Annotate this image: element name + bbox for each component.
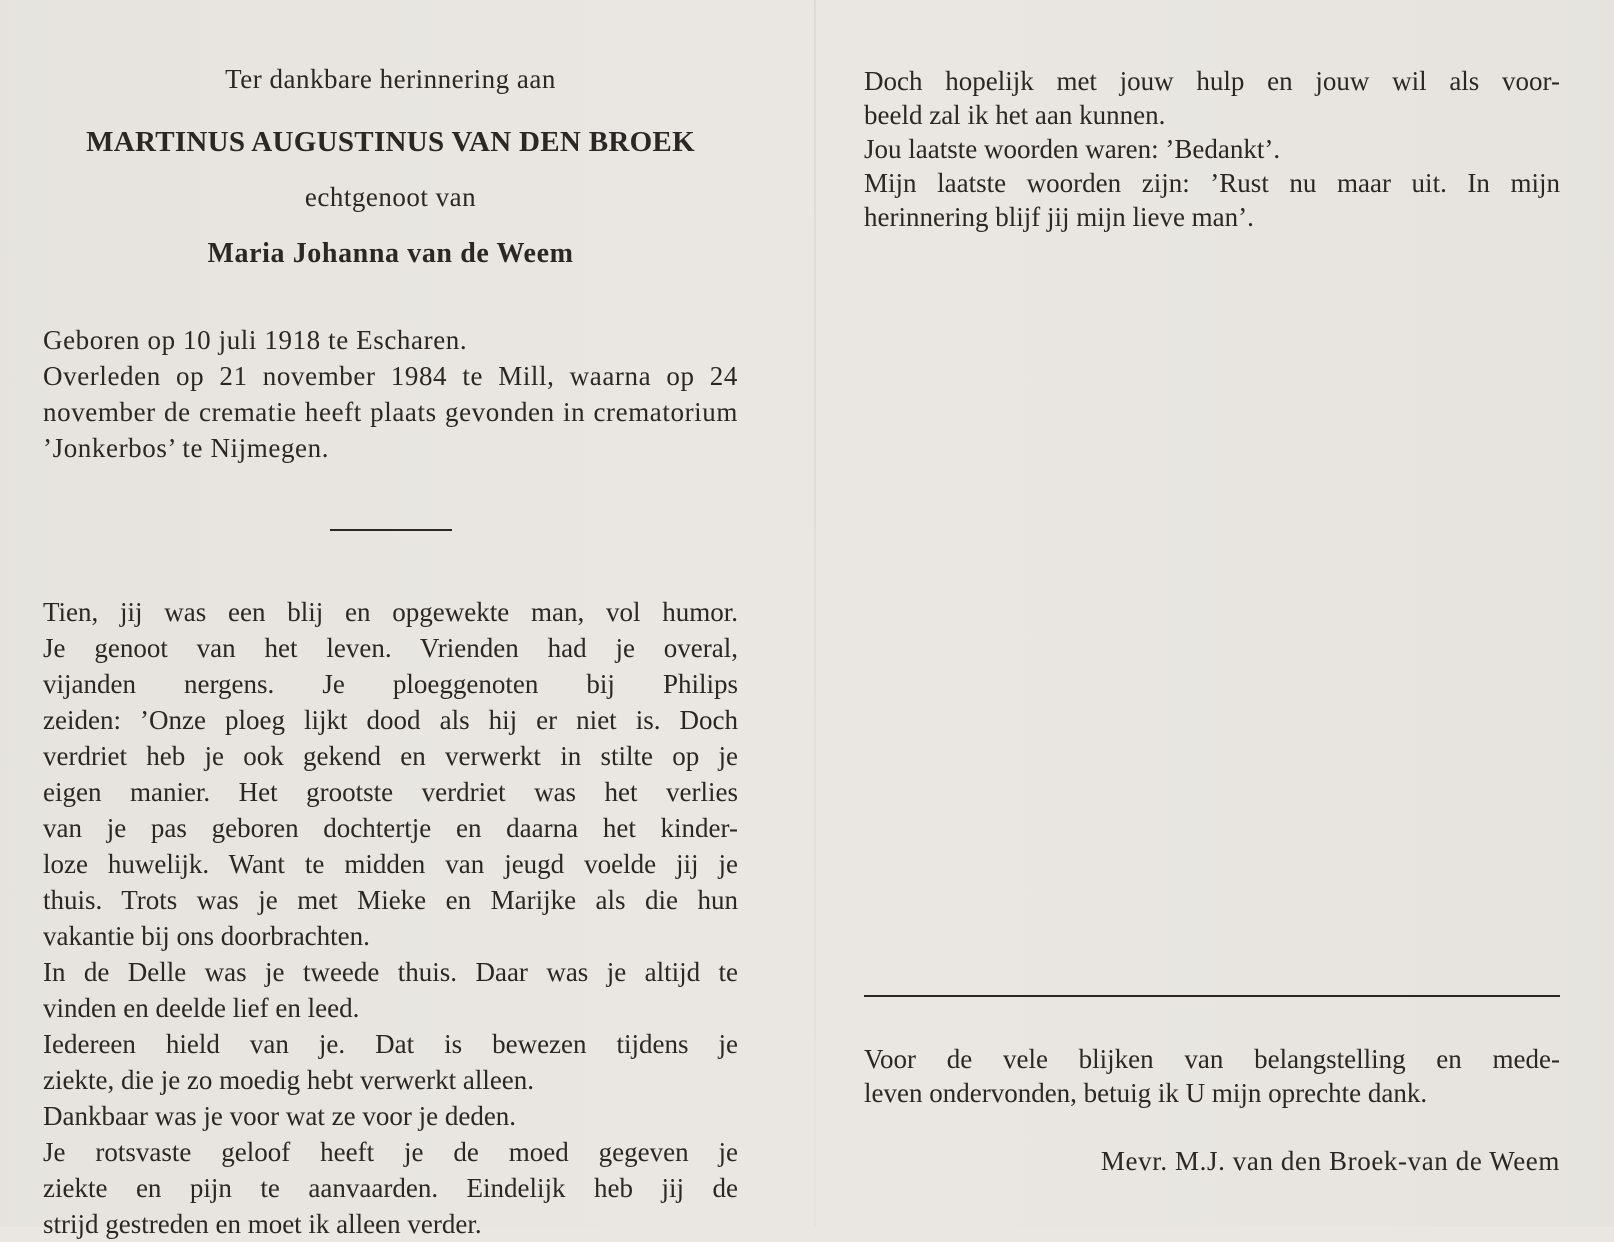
tribute-line: strijd gestreden en moet ik alleen verder.	[43, 1209, 482, 1239]
tribute-line: Tien, jij was een blij en opgewekte man, vol humor.	[43, 597, 738, 627]
tribute-line: In de Delle was je tweede thuis. Daar was je altijd te	[43, 957, 738, 987]
tribute-line: vakantie bij ons doorbrachten.	[43, 921, 370, 951]
tribute-line: Je genoot van het leven. Vrienden had je overal,	[43, 633, 738, 663]
divider	[330, 529, 452, 531]
death-line: Overleden op 21 november 1984 te Mill, waarna op 24 november de crematie heeft plaats gevonden in crematorium ’Jonkerbos’ te Nijmegen.	[43, 361, 738, 463]
deceased-name: MARTINUS AUGUSTINUS VAN DEN BROEK	[86, 126, 695, 158]
relation-text: echtgenoot van	[304, 182, 477, 212]
tribute-line: verdriet heb je ook gekend en verwerkt in stilte op je	[43, 741, 738, 771]
poem-line: Doch hopelijk met jouw hulp en jouw wil als voor-	[864, 66, 1560, 96]
tribute-line: thuis. Trots was je met Mieke en Marijke als die hun	[43, 885, 738, 915]
signature: Mevr. M.J. van den Broek-van de Weem	[1100, 1146, 1560, 1176]
tribute-line: Dankbaar was je voor wat ze voor je deden.	[43, 1101, 517, 1131]
birth-line: Geboren op 10 juli 1918 te Escharen.	[43, 325, 468, 355]
tribute-line: ziekte en pijn te aanvaarden. Eindelijk heb jij de	[43, 1173, 738, 1203]
thanks-text	[864, 1042, 1560, 1110]
life-details	[43, 322, 738, 466]
poem-line: Jou laatste woorden waren: ’Bedankt’.	[864, 134, 1281, 164]
divider-long	[864, 995, 1560, 997]
tribute-line: eigen manier. Het grootste verdriet was het verlies	[43, 777, 738, 807]
poem-line: beeld zal ik het aan kunnen.	[864, 100, 1166, 130]
tribute-line: vinden en deelde lief en leed.	[43, 993, 360, 1023]
thanks-line: Voor de vele blijken van belangstelling en mede-	[864, 1044, 1560, 1074]
tribute-line: loze huwelijk. Want te midden van jeugd voelde jij je	[43, 849, 738, 879]
poem-line: Mijn laatste woorden zijn: ’Rust nu maar uit. In mijn	[864, 168, 1560, 198]
thanks-line: leven ondervonden, betuig ik U mijn oprechte dank.	[864, 1078, 1428, 1108]
tribute-line: vijanden nergens. Je ploeggenoten bij Philips	[43, 669, 738, 699]
card-fold	[814, 0, 816, 1227]
tribute-line: van je pas geboren dochtertje en daarna het kinder-	[43, 813, 738, 843]
poem-line: herinnering blijf jij mijn lieve man’.	[864, 202, 1254, 232]
tribute-text	[43, 594, 738, 1242]
right-panel	[864, 64, 1560, 234]
tribute-line: zeiden: ’Onze ploeg lijkt dood als hij er niet is. Doch	[43, 705, 738, 735]
tribute-line: ziekte, die je zo moedig hebt verwerkt alleen.	[43, 1065, 535, 1095]
left-panel	[43, 64, 738, 1242]
tribute-line: Iedereen hield van je. Dat is bewezen tijdens je	[43, 1029, 738, 1059]
tribute-line: Je rotsvaste geloof heeft je de moed gegeven je	[43, 1137, 738, 1167]
intro-text: Ter dankbare herinnering aan	[225, 64, 556, 94]
spouse-name: Maria Johanna van de Weem	[207, 238, 574, 269]
